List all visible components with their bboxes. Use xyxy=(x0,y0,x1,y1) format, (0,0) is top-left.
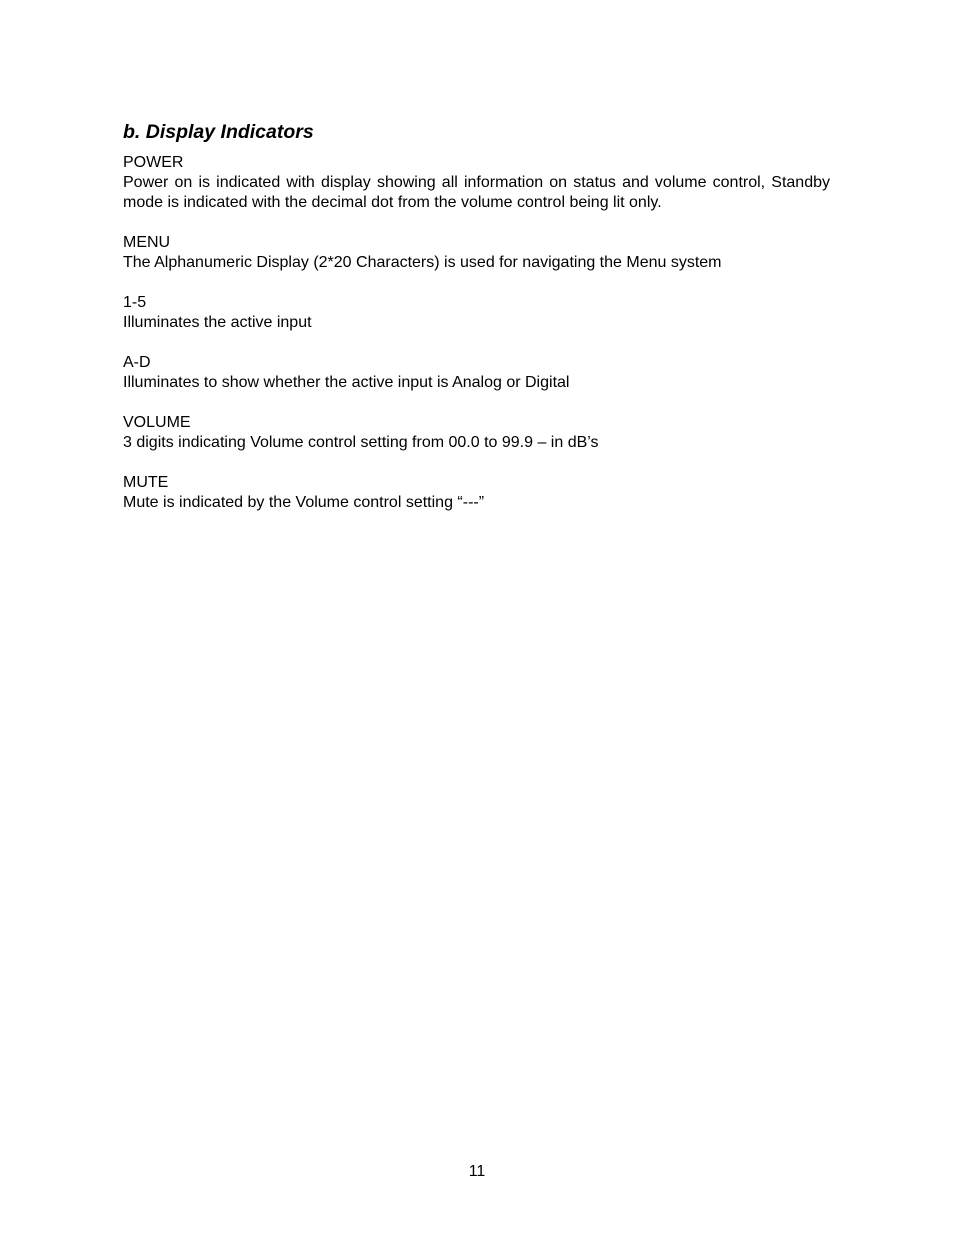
indicator-title: 1-5 xyxy=(123,294,147,311)
indicator-description: The Alphanumeric Display (2*20 Characters) is used for navigating the Menu system xyxy=(123,254,722,271)
page-number: 11 xyxy=(468,1163,486,1180)
indicator-description: Illuminates the active input xyxy=(123,314,312,331)
indicator-item-analog-digital xyxy=(123,353,830,393)
indicator-item-inputs xyxy=(123,293,830,333)
indicator-description: Mute is indicated by the Volume control setting “---” xyxy=(123,494,485,511)
indicator-description: Illuminates to show whether the active input is Analog or Digital xyxy=(123,374,570,391)
indicator-title: MENU xyxy=(123,234,171,251)
indicator-item-volume xyxy=(123,413,830,453)
indicator-title: POWER xyxy=(123,154,184,171)
section-heading: b. Display Indicators xyxy=(123,121,314,143)
indicator-title: VOLUME xyxy=(123,414,191,431)
indicator-title: MUTE xyxy=(123,474,169,491)
indicator-title: A-D xyxy=(123,354,151,371)
indicator-item-mute xyxy=(123,473,830,513)
document-body xyxy=(123,119,830,533)
indicator-item-menu xyxy=(123,233,830,273)
indicator-description: Power on is indicated with display showing all information on status and volume control, Standby mode is indicated with the decimal dot from the volume control being lit only. xyxy=(123,174,830,211)
indicator-item-power xyxy=(123,153,830,213)
indicator-description: 3 digits indicating Volume control setting from 00.0 to 99.9 – in dB’s xyxy=(123,434,599,451)
